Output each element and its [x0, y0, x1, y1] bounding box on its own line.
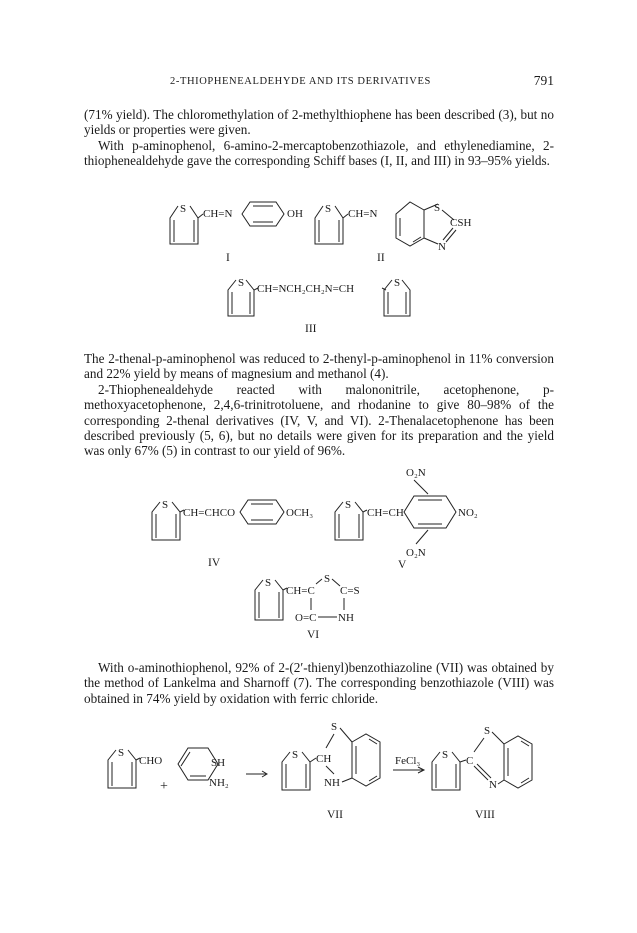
paragraph-2: With p-aminophenol, 6-amino-2-mercaptobenzothiazole, and ethylenediamine, 2-thiophenealdehyde gave the corresponding Schiff bases (I, II, and III) in 93–95% yields.	[84, 138, 554, 169]
structure-III	[0, 276, 637, 338]
III-bridge: CH=NCH₂CH₂N=CH	[257, 283, 355, 295]
II-ring-N: N	[438, 241, 446, 253]
VI-ring-S: S	[324, 573, 331, 585]
plus-sign: +	[160, 779, 168, 794]
structures-I-II	[0, 196, 637, 276]
VI-carbonyl: O=C	[295, 612, 317, 624]
paragraph-1: (71% yield). The chloromethylation of 2-methylthiophene has been described (3), but no yields or properties were given.	[84, 107, 554, 138]
VI-bridge: CH=C	[286, 585, 315, 597]
VIII-N: N	[489, 779, 497, 791]
product-VIII	[432, 725, 532, 821]
V-bridge: CH=CH	[367, 507, 404, 519]
I-bridge: CH=N	[203, 208, 233, 220]
III-right-S: S	[394, 277, 401, 289]
I-thiophene-S: S	[180, 203, 187, 215]
structure-VI	[255, 573, 360, 641]
V-top-nitro: O₂N	[406, 467, 426, 479]
structure-IV	[152, 499, 313, 569]
V-numeral: V	[398, 559, 407, 571]
reactant1-S: S	[118, 747, 125, 759]
VI-NH: NH	[338, 612, 354, 624]
reactant-thiophenealdehyde	[108, 747, 162, 788]
IV-substituent: OCH₃	[286, 507, 314, 519]
page-number: 791	[533, 73, 554, 88]
VII-CH: CH	[316, 753, 332, 765]
paragraph-5: With o-aminothiophenol, 92% of 2-(2′-thienyl)benzothiazoline (VII) was obtained by the method of Lankelma and Sharnoff (7). The corresponding benzothiazole (VIII) was obtained in 74% yield by oxidation with ferric chloride.	[84, 660, 554, 706]
II-thiophene-S: S	[325, 203, 332, 215]
IV-bridge: CH=CHCO	[183, 507, 236, 519]
VI-thione: C=S	[340, 585, 360, 597]
structure-V	[335, 467, 478, 571]
paragraph-3: The 2-thenal-p-aminophenol was reduced to 2-thenyl-p-aminophenol in 11% conversion and 22% yield by means of magnesium and methanol (4).	[84, 351, 554, 382]
structures-IV-V-VI	[0, 464, 637, 644]
VIII-ring-S: S	[484, 725, 491, 737]
paragraph-4: 2-Thiophenealdehyde reacted with malononitrile, acetophenone, p-methoxyacetophenone, 2,4,6-trinitrotoluene, and rhodanine to give 80–98% of the corresponding 2-thenal derivatives (IV, V, and VI). 2-Thenalacetophenone has been described previously (5, 6), but no details were given for its preparation and the yield was only 67% (5) in contrast to our yield of 96%.	[84, 382, 554, 459]
II-ring-S: S	[434, 202, 441, 214]
V-bottom-nitro: O₂N	[406, 547, 426, 559]
reactant-aminothiophenol	[178, 748, 229, 789]
VII-thienyl-S: S	[292, 749, 299, 761]
structure-II	[315, 202, 471, 264]
V-thiophene-S: S	[345, 499, 352, 511]
product-VII	[282, 721, 380, 821]
reagent-FeCl3: FeCl₃	[395, 755, 421, 767]
VI-thiophene-S: S	[265, 577, 272, 589]
VII-numeral: VII	[327, 809, 343, 821]
II-substituent: CSH	[450, 217, 472, 229]
III-numeral: III	[305, 323, 317, 335]
VI-numeral: VI	[307, 629, 320, 641]
VII-NH: NH	[324, 777, 340, 789]
I-substituent: OH	[287, 208, 303, 220]
reactant2-NH2: NH₂	[209, 777, 229, 789]
II-bridge: CH=N	[348, 208, 378, 220]
structure-I	[170, 202, 303, 264]
VIII-thienyl-S: S	[442, 749, 449, 761]
running-title: 2-THIOPHENEALDEHYDE AND ITS DERIVATIVES	[170, 76, 431, 87]
IV-thiophene-S: S	[162, 499, 169, 511]
I-numeral: I	[226, 252, 230, 264]
VII-ring-S: S	[331, 721, 338, 733]
VIII-numeral: VIII	[475, 809, 495, 821]
reaction-scheme	[0, 712, 637, 822]
reactant1-CHO: CHO	[139, 755, 163, 767]
VIII-C: C	[466, 755, 474, 767]
II-numeral: II	[377, 252, 385, 264]
reactant2-SH: SH	[211, 757, 226, 769]
V-right-nitro: NO₂	[458, 507, 478, 519]
III-left-S: S	[238, 277, 245, 289]
page-header	[84, 74, 554, 92]
IV-numeral: IV	[208, 557, 221, 569]
